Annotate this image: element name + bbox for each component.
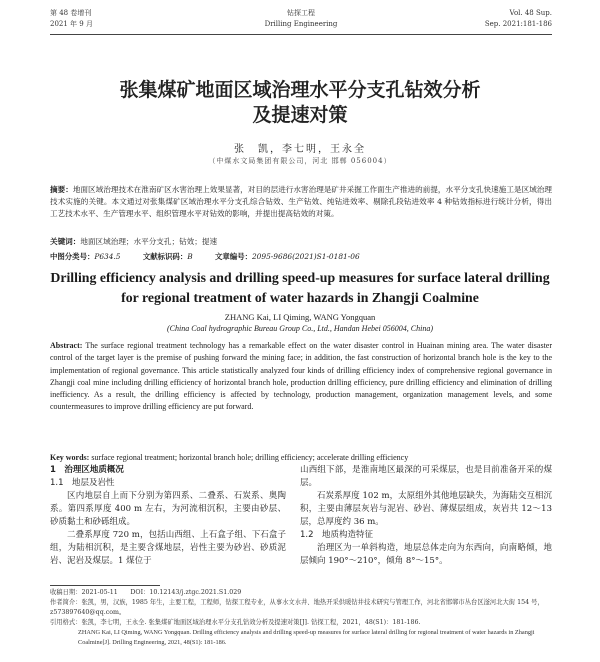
- affiliation-cn: （中煤水文局集团有限公司，河北 邯郸 056004）: [208, 157, 392, 165]
- paragraph: 石炭系厚度 102 m，太原组外其他地层缺失，为海陆交互相沉积，主要由薄层灰岩与泥岩、砂岩、薄煤层组成，灰岩共 12～13 层，总厚度约 36 m。: [300, 491, 552, 527]
- abstract-en-label: Abstract:: [50, 341, 83, 350]
- document-code: [143, 252, 193, 261]
- footnote-citation-en: ZHANG Kai, LI Qiming, WANG Yongquan. Drilling efficiency analysis and drilling speed-up measures for surface lateral drilling for regional treatment of water hazards in Zhangji Coalmine[J]. Drilling Engineering, 2021, 48(S1): 181-186.: [78, 629, 535, 646]
- keywords-en-text: surface regional treatment; horizontal branch hole; drilling efficiency; accelerate drilling efficiency: [91, 453, 409, 462]
- issue-cn: 第 48 卷增刊: [50, 9, 92, 17]
- article-number: [215, 252, 360, 261]
- title-cn-line2: 及提速对策: [252, 104, 348, 126]
- keywords-en: [50, 452, 552, 464]
- paragraph: 治理区为一单斜构造，地层总体走向为东西向，向南略倾，地层倾向 190°～210°，倾角 8°～15°。: [300, 543, 552, 566]
- header-center: [50, 8, 552, 30]
- date-cn: 2021 年 9 月: [50, 20, 93, 28]
- authors-en: ZHANG Kai, LI Qiming, WANG Yongquan: [224, 312, 376, 322]
- paragraph: 山西组下部，是淮南地区最深的可采煤层，也是目前准备开采的煤层。: [300, 465, 552, 488]
- authors-cn: 张 凯，李七明，王永全: [234, 144, 366, 155]
- abstract-cn: [50, 184, 552, 220]
- abstract-en: [50, 340, 552, 414]
- code-label: 文献标识码：: [142, 252, 188, 261]
- article-label: 文章编号：: [215, 252, 252, 261]
- abstract-cn-text: 地面区域治理技术在淮南矿区水害治理上效果显著，对目的层进行水害治理是矿井采掘工作面生产推进的前提，水平分支孔快速施工是区域治理技术实施的关键。本文通过对张集煤矿区域治理水平分支孔综合钻效、生产钻效、纯钻进效率、剔除孔段钻进效率 4 种钻效指标进行统计分析，得出工艺技术水平、生产管理水平、组织管理水平对钻效的影响，并提出提高钻效的对策。: [50, 185, 553, 218]
- footnotes: [50, 588, 552, 648]
- header-divider: [50, 34, 552, 35]
- section-heading-1: 1 治理区地质概况: [50, 465, 124, 475]
- header-right: [485, 8, 552, 30]
- paragraph: 二叠系厚度 720 m，包括山西组、上石盒子组、下石盒子组，为陆相沉积，是主要含煤地层，岩性主要为砂岩、砂质泥岩、泥岩及煤层。1 煤位于: [50, 530, 286, 566]
- paragraph: 区内地层自上而下分别为第四系、二叠系、石炭系、奥陶系。第四系厚度 400 m 左右，为河流相沉积，主要由砂层、砂质黏土和砂砾组成。: [50, 491, 286, 527]
- subsection-heading-1-1: 1.1 地层及岩性: [50, 478, 115, 488]
- body-column-right: [300, 464, 552, 568]
- footnote-author: 作者简介：张凯，男，汉族，1985 年生，主要工程，工程师，钻探工程专业，从事水文水井、地热开采供暖钻井技术研究与管理工作，河北省邯郸市丛台区滏河北大街 154 号，z573897640@qq.com。: [50, 599, 544, 616]
- abstract-en-text: The surface regional treatment technology has a remarkable effect on the water disaster control in Huainan mining area. The water disaster control of the target layer is the premise of pushing forward the mining face; in addition, the fast construction of horizontal branch hole is the key to the implementation of regional governance. This article statistically analyzed four kinds of drilling efficiency index of comprehensive regional governance in Zhangji coal mine including drilling efficiency of horizontal branch hole, production drilling efficiency, pure drilling efficiency and elimination of drilling inefficiency. As a result, the drilling efficiency is affected by technology, production management, organization management levels, and some countermeasures to improve drilling efficiency are put forward.: [50, 341, 553, 412]
- keywords-cn-label: 关键词：: [50, 237, 81, 246]
- journal-en: Drilling Engineering: [264, 20, 338, 28]
- subsection-heading-1-2: 1.2 地质构造特征: [300, 530, 374, 540]
- body-column-left: [50, 464, 286, 568]
- affiliation-en: (China Coal hydrographic Bureau Group Co., Ltd., Handan Hebei 056004, China): [167, 324, 433, 333]
- journal-cn: 钻探工程: [287, 9, 315, 17]
- clc-value: P634.5: [94, 252, 121, 261]
- footnote-divider: [50, 585, 160, 586]
- clc-number: [50, 252, 121, 261]
- article-value: 2095-9686(2021)S1-0181-06: [251, 252, 360, 261]
- classification-line: [50, 251, 552, 263]
- keywords-cn: [50, 236, 552, 248]
- footnote-citation-cn: 引用格式：张凯，李七明，王永全. 张集煤矿地面区域治理水平分支孔钻效分析及提速对策[J]. 钻探工程，2021，48(S1)：181-186.: [50, 619, 421, 626]
- vol-en: Vol. 48 Sup.: [509, 9, 552, 17]
- footnote-received: 收稿日期：2021-05-11 DOI：10.12143/j.ztgc.2021.S1.029: [50, 589, 242, 596]
- pages-en: Sep. 2021:181-186: [484, 20, 552, 28]
- title-cn-line1: 张集煤矿地面区域治理水平分支孔钻效分析: [119, 79, 481, 101]
- abstract-cn-label: 摘要：: [50, 185, 73, 194]
- title-en: Drilling efficiency analysis and drilling speed-up measures for surface lateral drilling for regional treatment of water hazards in Zhangji Coalmine: [50, 270, 550, 305]
- title-cn: [40, 78, 560, 128]
- code-value: B: [187, 252, 193, 261]
- clc-label: 中图分类号：: [50, 252, 95, 261]
- keywords-cn-text: 地面区域治理；水平分支孔；钻效；提速: [80, 237, 218, 246]
- keywords-en-label: Key words:: [50, 453, 90, 462]
